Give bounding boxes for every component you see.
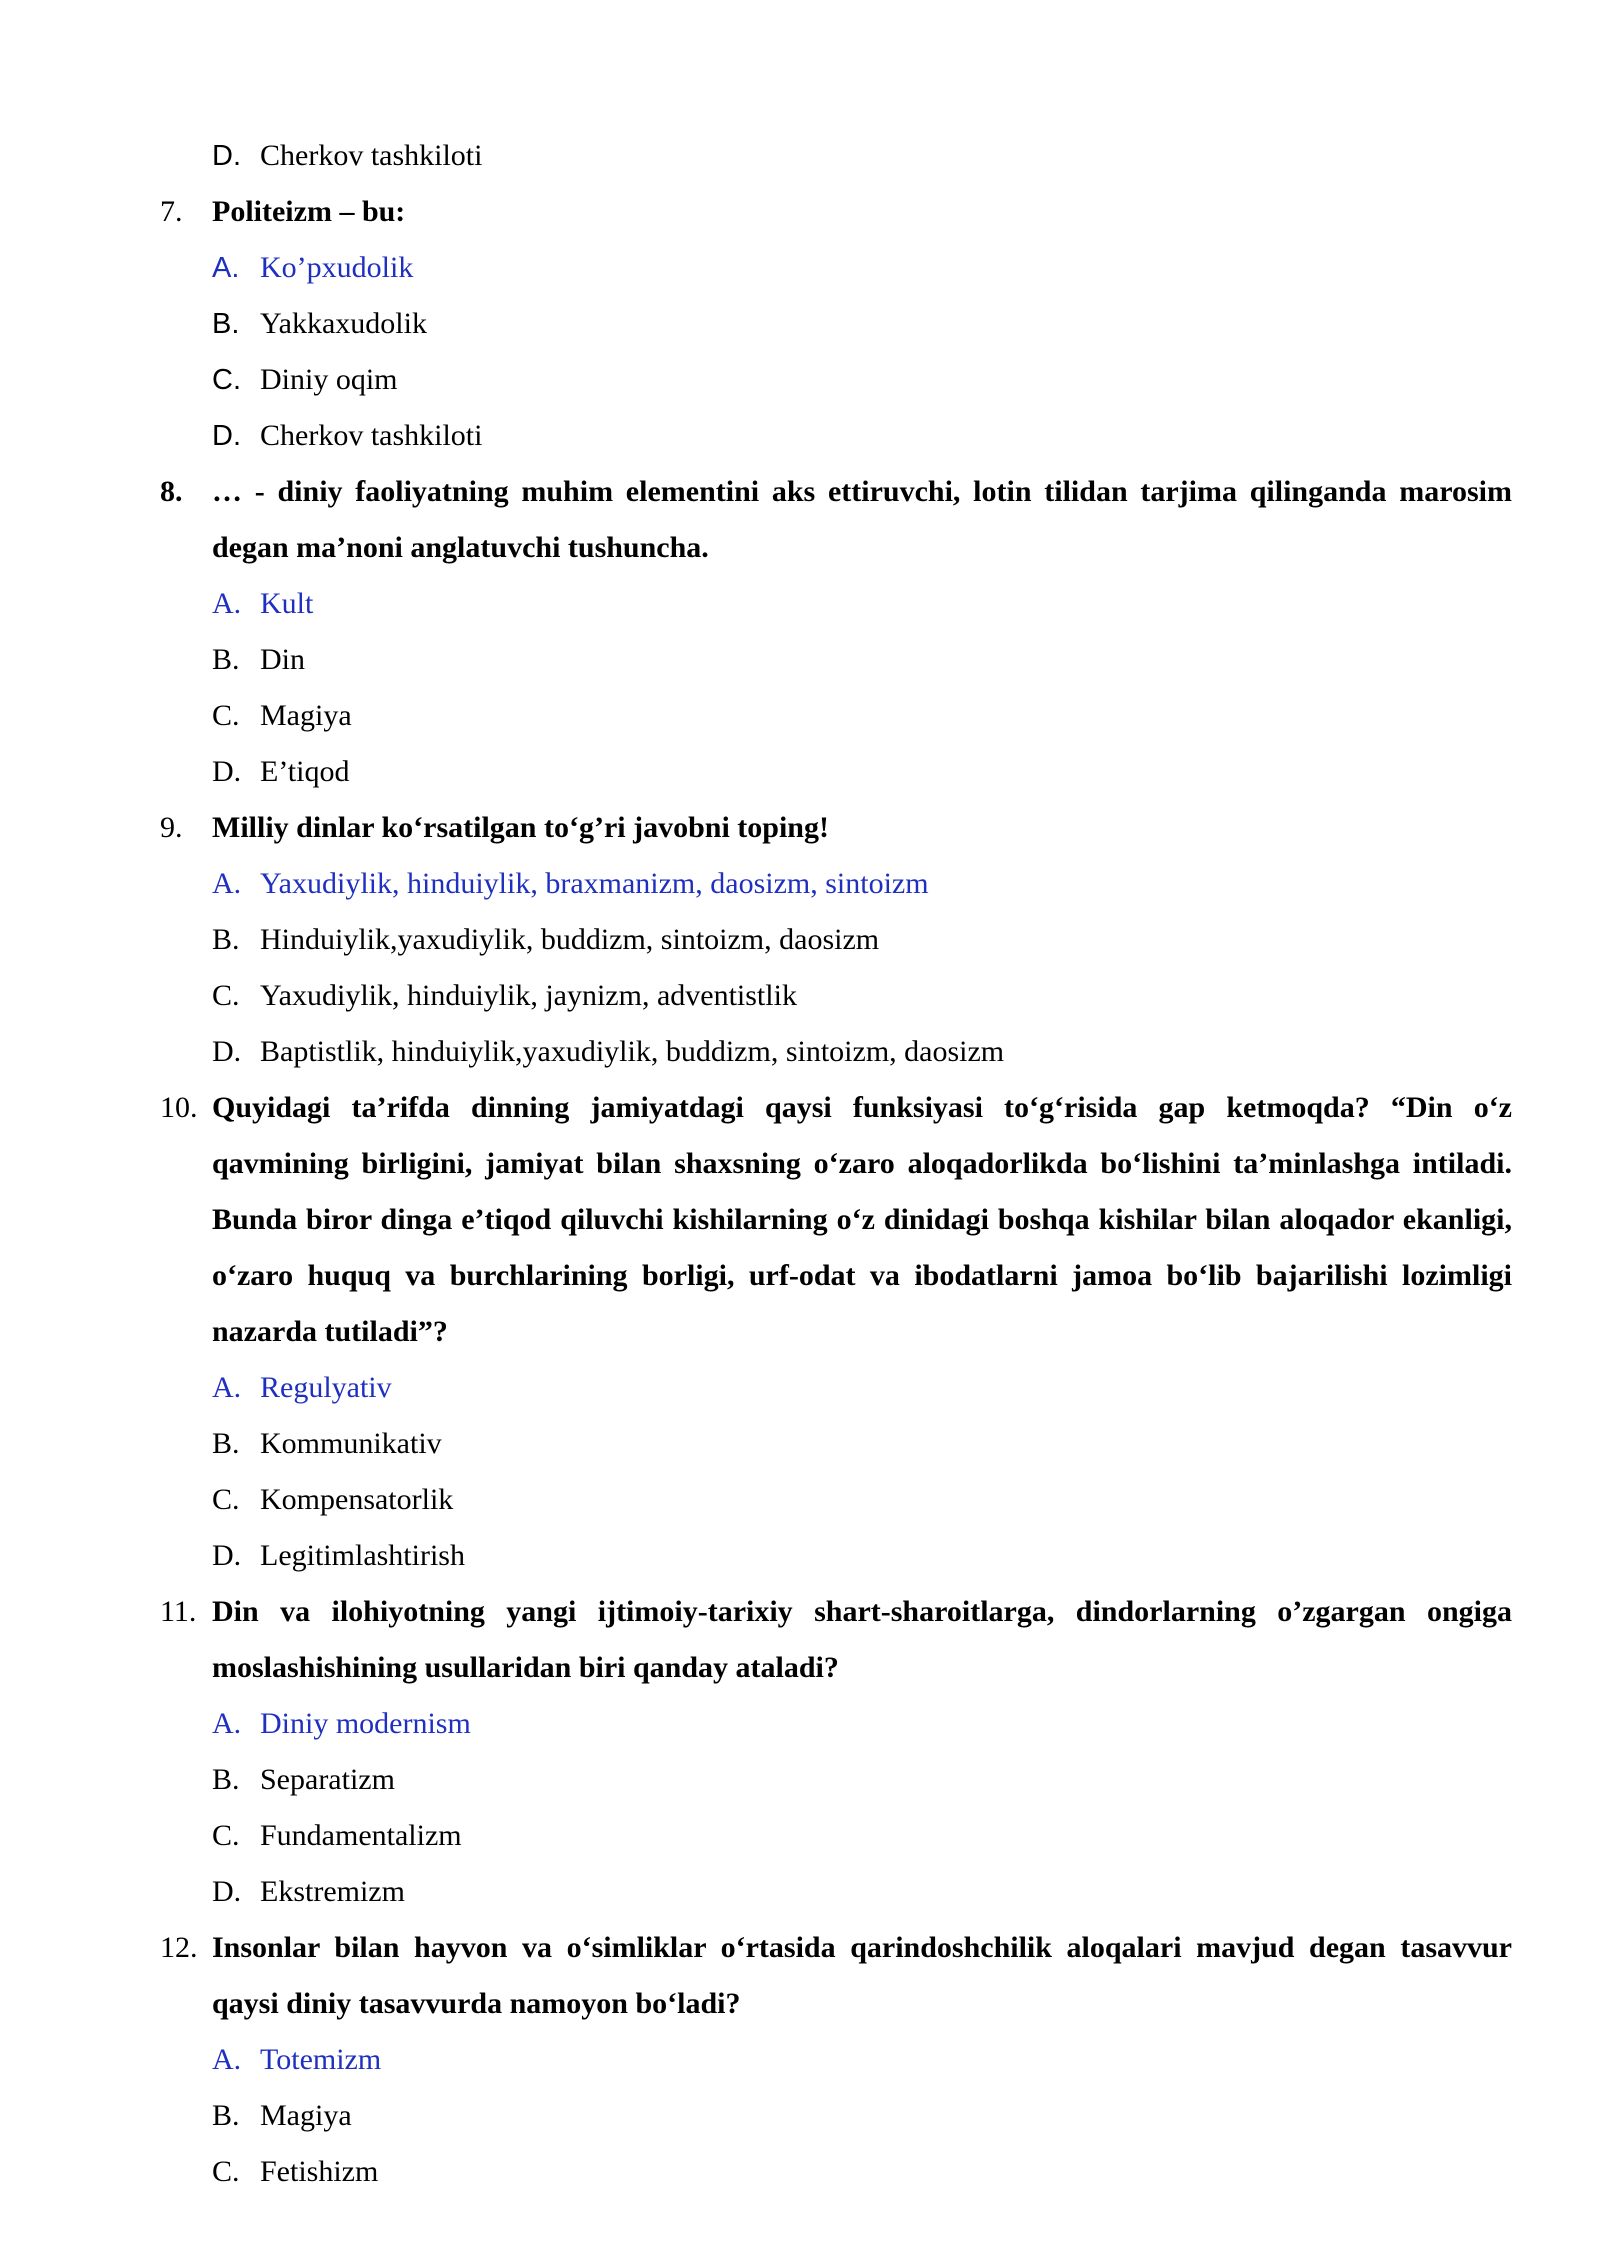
option-letter: D. bbox=[212, 1539, 242, 1572]
option-letter: B. bbox=[212, 643, 240, 676]
option-d-prev bbox=[0, 128, 1600, 184]
option-letter: C. bbox=[212, 2155, 240, 2188]
question-12 bbox=[0, 1920, 1600, 2032]
option-letter: B. bbox=[212, 1763, 240, 1796]
option-text: Hinduiylik,yaxudiylik, buddizm, sintoizm, daosizm bbox=[260, 923, 880, 956]
question-number: 9. bbox=[160, 811, 183, 844]
option-letter: C. bbox=[212, 1483, 240, 1516]
q10-option-d bbox=[0, 1528, 1600, 1584]
option-letter: C. bbox=[212, 699, 240, 732]
option-letter: D. bbox=[212, 420, 241, 452]
option-text: Regulyativ bbox=[260, 1371, 392, 1404]
option-text: Yakkaxudolik bbox=[260, 307, 427, 340]
option-letter: D. bbox=[212, 140, 241, 172]
option-text: Kommunikativ bbox=[260, 1427, 442, 1460]
option-text: Cherkov tashkiloti bbox=[260, 139, 483, 172]
option-letter: D. bbox=[212, 755, 242, 788]
option-text: Din bbox=[260, 643, 305, 676]
question-text: Politeizm – bu: bbox=[212, 195, 406, 228]
q10-option-c bbox=[0, 1472, 1600, 1528]
option-letter: B. bbox=[212, 923, 240, 956]
option-text: Diniy modernism bbox=[260, 1707, 471, 1740]
q7-option-d bbox=[0, 408, 1600, 464]
q7-option-b bbox=[0, 296, 1600, 352]
option-letter: A. bbox=[212, 252, 240, 284]
question-text: Milliy dinlar ko‘rsatilgan to‘g’ri javobni toping! bbox=[212, 811, 829, 844]
option-text: Fetishizm bbox=[260, 2155, 379, 2188]
option-text: Magiya bbox=[260, 2099, 352, 2132]
option-text: Diniy oqim bbox=[260, 363, 398, 396]
option-text: Cherkov tashkiloti bbox=[260, 419, 483, 452]
option-letter: B. bbox=[212, 308, 240, 340]
q8-option-d bbox=[0, 744, 1600, 800]
q12-option-a bbox=[0, 2032, 1600, 2088]
option-letter: A. bbox=[212, 587, 242, 620]
option-letter: C. bbox=[212, 1819, 240, 1852]
q11-option-c bbox=[0, 1808, 1600, 1864]
q12-option-b bbox=[0, 2088, 1600, 2144]
option-text: Ko’pxudolik bbox=[260, 251, 414, 284]
q7-option-a bbox=[0, 240, 1600, 296]
option-letter: B. bbox=[212, 2099, 240, 2132]
q9-option-b bbox=[0, 912, 1600, 968]
question-number: 12. bbox=[160, 1931, 198, 1964]
option-letter: A. bbox=[212, 2043, 242, 2076]
option-letter: D. bbox=[212, 1875, 242, 1908]
q10-option-a bbox=[0, 1360, 1600, 1416]
option-text: Totemizm bbox=[260, 2043, 382, 2076]
option-text: Baptistlik, hinduiylik,yaxudiylik, buddizm, sintoizm, daosizm bbox=[260, 1035, 1005, 1068]
question-8 bbox=[0, 464, 1600, 576]
q9-option-c bbox=[0, 968, 1600, 1024]
question-text: Din va ilohiyotning yangi ijtimoiy-tarixiy shart-sharoitlarga, dindorlarning o’zgargan ongiga moslashishining usullaridan biri qanday ataladi? bbox=[212, 1595, 1512, 1684]
q11-option-a bbox=[0, 1696, 1600, 1752]
option-letter: A. bbox=[212, 1371, 242, 1404]
option-text: Yaxudiylik, hinduiylik, jaynizm, adventistlik bbox=[260, 979, 797, 1012]
q11-option-b bbox=[0, 1752, 1600, 1808]
q9-option-a bbox=[0, 856, 1600, 912]
option-text: Ekstremizm bbox=[260, 1875, 405, 1908]
q11-option-d bbox=[0, 1864, 1600, 1920]
option-text: Yaxudiylik, hinduiylik, braxmanizm, daosizm, sintoizm bbox=[260, 867, 929, 900]
question-text: Insonlar bilan hayvon va o‘simliklar o‘rtasida qarindoshchilik aloqalari mavjud degan tasavvur qaysi diniy tasavvurda namoyon bo‘ladi? bbox=[212, 1931, 1512, 2020]
question-number: 7. bbox=[160, 195, 183, 228]
question-text: Quyidagi ta’rifda dinning jamiyatdagi qaysi funksiyasi to‘g‘risida gap ketmoqda? “Din o‘z qavmining birligini, jamiyat bilan shaxsning o‘zaro aloqadorlikda bo‘lishini ta’minlashga intiladi. Bunda biror dinga e’tiqod qiluvchi kishilarning o‘z dinidagi boshqa kishilar bilan aloqador ekanligi, o‘zaro huquq va burchlarining borligi, urf-odat va ibodatlarni jamoa bo‘lib bajarilishi lozimligi nazarda tutiladi”? bbox=[212, 1091, 1512, 1348]
option-text: Separatizm bbox=[260, 1763, 395, 1796]
option-text: Magiya bbox=[260, 699, 352, 732]
question-number: 10. bbox=[160, 1091, 198, 1124]
q8-option-b bbox=[0, 632, 1600, 688]
q10-option-b bbox=[0, 1416, 1600, 1472]
option-letter: A. bbox=[212, 1707, 242, 1740]
question-number: 11. bbox=[160, 1595, 197, 1628]
q12-option-c bbox=[0, 2144, 1600, 2200]
question-7 bbox=[0, 184, 1600, 240]
question-text: … - diniy faoliyatning muhim elementini aks ettiruvchi, lotin tilidan tarjima qilinganda marosim degan ma’noni anglatuvchi tushuncha. bbox=[212, 475, 1512, 564]
option-letter: A. bbox=[212, 867, 242, 900]
question-number: 8. bbox=[160, 475, 183, 508]
q9-option-d bbox=[0, 1024, 1600, 1080]
q7-option-c bbox=[0, 352, 1600, 408]
option-text: Kompensatorlik bbox=[260, 1483, 454, 1516]
q8-option-a bbox=[0, 576, 1600, 632]
question-10 bbox=[0, 1080, 1600, 1360]
option-letter: D. bbox=[212, 1035, 242, 1068]
option-letter: C. bbox=[212, 979, 240, 1012]
option-text: Fundamentalizm bbox=[260, 1819, 462, 1852]
document-page bbox=[0, 128, 1600, 2200]
option-text: Kult bbox=[260, 587, 314, 620]
option-letter: B. bbox=[212, 1427, 240, 1460]
q8-option-c bbox=[0, 688, 1600, 744]
option-text: E’tiqod bbox=[260, 755, 350, 788]
question-11 bbox=[0, 1584, 1600, 1696]
option-letter: C. bbox=[212, 364, 241, 396]
question-9 bbox=[0, 800, 1600, 856]
option-text: Legitimlashtirish bbox=[260, 1539, 465, 1572]
